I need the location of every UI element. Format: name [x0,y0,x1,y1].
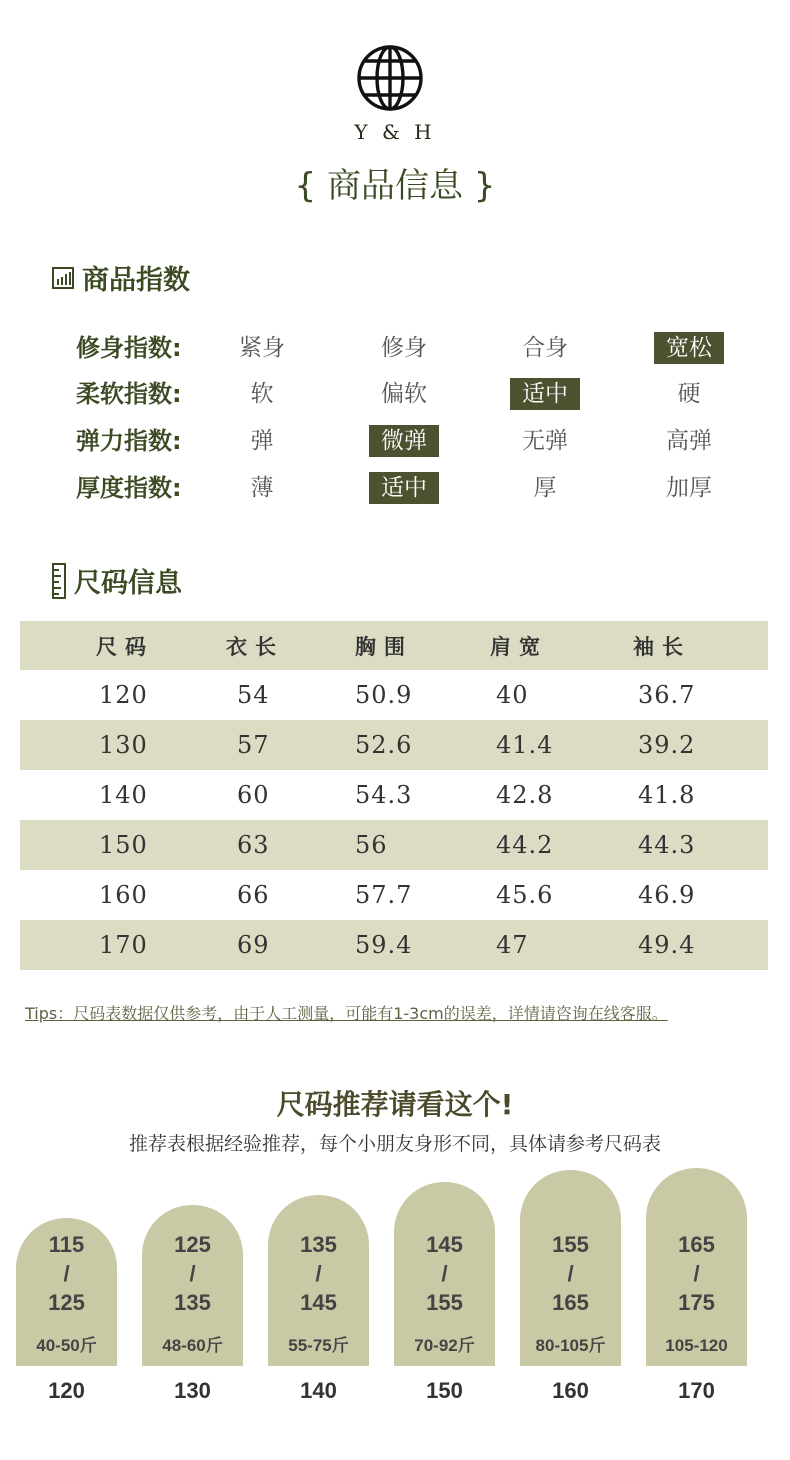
index-row [76,330,776,366]
index-row [76,423,776,459]
index-option: 修身 [381,335,427,361]
index-option: 无弹 [522,428,568,454]
height-range-value: 125 [48,1290,85,1315]
index-option-selected: 适中 [510,378,580,410]
index-option: 软 [250,381,274,407]
recommend-title: 尺码推荐请看这个! [276,1088,514,1121]
weight-range: 70-92斤 [414,1336,475,1355]
table-cell: 47 [496,931,529,959]
height-range-value: 125 [174,1232,211,1257]
table-cell: 46.9 [638,881,696,909]
size-section-title: 尺码信息 [74,568,182,599]
index-option-selected: 微弹 [369,425,439,457]
size-recommend-card [268,1195,369,1366]
size-recommend-card [520,1170,621,1366]
recommended-size-label: 130 [174,1378,211,1403]
table-cell: 120 [99,681,148,709]
recommended-size-label: 160 [552,1378,589,1403]
index-row [76,376,776,412]
index-option: 厚 [533,475,557,501]
bar-chart-icon [52,267,74,289]
table-cell: 49.4 [638,931,696,959]
table-cell: 54.3 [355,781,413,809]
table-cell: 60 [237,781,270,809]
table-cell: 52.6 [355,731,413,759]
table-cell: 36.7 [638,681,696,709]
brand-name: Y & H [354,120,436,144]
table-cell: 130 [99,731,148,759]
index-option: 合身 [522,335,568,361]
table-cell: 59.4 [355,931,413,959]
recommended-size-label: 140 [300,1378,337,1403]
height-range-value: 135 [300,1232,337,1257]
table-cell: 45.6 [496,881,554,909]
table-column-header: 衣长 [226,634,284,659]
size-table [20,621,768,970]
table-cell: 57 [237,731,270,759]
height-separator: / [63,1261,70,1286]
height-separator: / [693,1261,700,1286]
table-cell: 56 [355,831,388,859]
height-range-value: 145 [426,1232,463,1257]
ruler-icon [52,563,66,599]
index-section-heading [52,258,190,297]
tips-note: Tips：尺码表数据仅供参考，由于人工测量，可能有1-3cm的误差，详情请咨询在线客服。 [25,1004,668,1023]
table-column-header: 袖长 [633,634,691,659]
table-cell: 66 [237,881,270,909]
table-cell: 41.4 [496,731,554,759]
table-cell: 150 [99,831,148,859]
table-cell: 40 [496,681,529,709]
weight-range: 80-105斤 [535,1336,606,1355]
table-cell: 160 [99,881,148,909]
index-option: 硬 [677,381,701,407]
index-section-title: 商品指数 [82,265,190,296]
table-cell: 54 [237,681,270,709]
weight-range: 40-50斤 [36,1336,97,1355]
index-option: 紧身 [239,335,285,361]
table-cell: 39.2 [638,731,696,759]
height-range-value: 165 [678,1232,715,1257]
table-header-row [20,621,768,670]
table-column-header: 尺码 [96,634,154,659]
index-row-label: 厚度指数: [76,474,182,502]
table-cell: 42.8 [496,781,554,809]
index-option: 弹 [250,428,274,454]
table-column-header: 胸围 [355,634,413,659]
weight-range: 48-60斤 [162,1336,223,1355]
recommended-size-label: 120 [48,1378,85,1403]
index-option: 高弹 [666,428,712,454]
table-cell: 57.7 [355,881,413,909]
size-section-heading [52,561,182,600]
table-column-header: 肩宽 [490,634,548,659]
weight-range: 55-75斤 [288,1336,349,1355]
height-range-value: 145 [300,1290,337,1315]
table-cell: 44.3 [638,831,696,859]
table-cell: 63 [237,831,270,859]
index-row-label: 柔软指数: [76,380,182,408]
index-option: 加厚 [666,475,712,501]
index-row-label: 弹力指数: [76,427,182,455]
size-recommend-card [394,1182,495,1366]
table-row [20,870,768,920]
height-range-value: 165 [552,1290,589,1315]
height-range-value: 155 [426,1290,463,1315]
weight-range: 105-120 [665,1336,728,1355]
recommend-subtitle: 推荐表根据经验推荐，每个小朋友身形不同，具体请参考尺码表 [128,1133,661,1155]
height-separator: / [315,1261,322,1286]
height-range-value: 175 [678,1290,715,1315]
index-option: 偏软 [381,381,427,407]
recommended-size-label: 150 [426,1378,463,1403]
table-row [20,670,768,720]
table-row [20,820,768,870]
table-row [20,720,768,770]
size-recommend-card [646,1168,747,1366]
size-recommend-card [142,1205,243,1366]
table-row [20,920,768,970]
table-cell: 41.8 [638,781,696,809]
table-cell: 50.9 [355,681,413,709]
table-cell: 69 [237,931,270,959]
height-range-value: 115 [48,1232,85,1257]
height-range-value: 155 [552,1232,589,1257]
index-option-selected: 适中 [369,472,439,504]
table-cell: 170 [99,931,148,959]
index-option-selected: 宽松 [654,332,724,364]
recommended-size-label: 170 [678,1378,715,1403]
table-row [20,770,768,820]
globe-logo-icon [356,44,424,112]
table-cell: 44.2 [496,831,554,859]
height-separator: / [441,1261,448,1286]
height-range-value: 135 [174,1290,211,1315]
page-title: { 商品信息 } [294,166,496,206]
index-row [76,470,776,506]
table-cell: 140 [99,781,148,809]
index-row-label: 修身指数: [76,334,182,362]
height-separator: / [189,1261,196,1286]
index-option: 薄 [250,475,274,501]
height-separator: / [567,1261,574,1286]
size-recommend-card [16,1218,117,1366]
